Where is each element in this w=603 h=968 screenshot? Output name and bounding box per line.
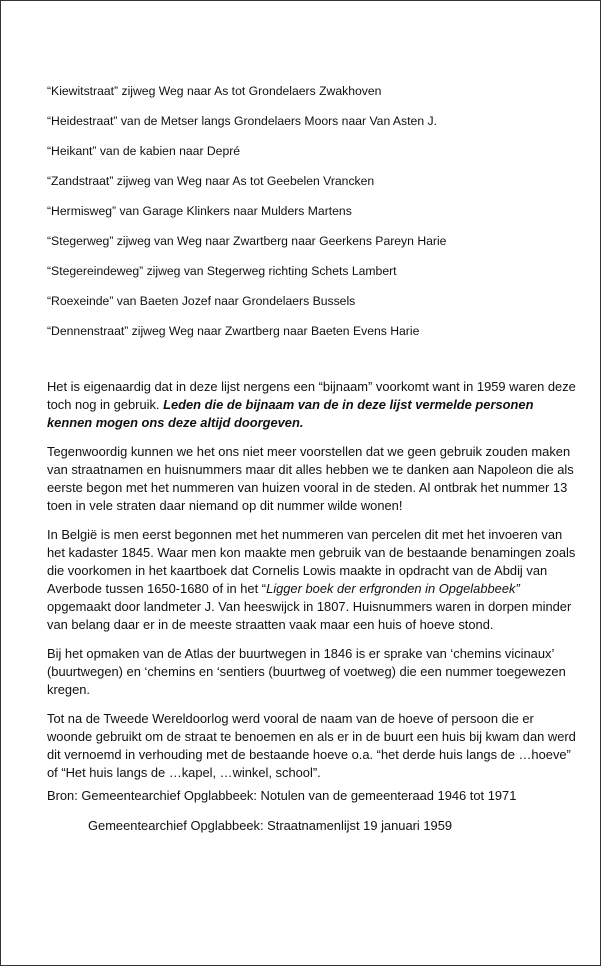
paragraph-hoeve: Tot na de Tweede Wereldoorlog werd vooral de naam van de hoeve of persoon die er woonde gebruikt om de straat te benoemen en als er in de buurt een huis bij kwam dan werd dit vernoemd in verhouding met de bestaande hoeve o.a. “het derde huis langs de …hoeve” of “Het huis langs de …kapel, …winkel, school”. bbox=[47, 711, 576, 780]
list-item: “Hermisweg” van Garage Klinkers naar Mulders Martens bbox=[47, 204, 352, 218]
list-item: “Dennenstraat” zijweg Weg naar Zwartberg naar Baeten Evens Harie bbox=[47, 324, 420, 338]
paragraph-nicknames bbox=[47, 378, 577, 432]
list-item: “Heikant” van de kabien naar Depré bbox=[47, 144, 241, 158]
paragraph-kadaster bbox=[47, 526, 577, 634]
list-item: “Heidestraat” van de Metser langs Grondelaers Moors naar Van Asten J. bbox=[47, 114, 437, 128]
street-list bbox=[47, 83, 587, 353]
paragraph-nicknames-text: Het is eigenaardig dat in deze lijst nergens een “bijnaam” voorkomt want in 1959 waren deze toch nog in gebruik. bbox=[47, 379, 576, 412]
list-item: “Stegereindeweg” zijweg van Stegerweg richting Schets Lambert bbox=[47, 264, 397, 278]
list-item: “Kiewitstraat” zijweg Weg naar As tot Grondelaers Zwakhoven bbox=[47, 84, 382, 98]
body-text bbox=[47, 378, 577, 846]
list-item: “Roexeinde” van Baeten Jozef naar Grondelaers Bussels bbox=[47, 294, 356, 308]
paragraph-kadaster-text-1: In België is men eerst begonnen met het nummeren van percelen dit met het invoeren van het kadaster 1845. Waar men kon maakte men gebruik van de bestaande benamingen zoals die voorkomen in het kaartboek dat Cornelis Lowis maakte in opdracht van de Abdij van Averbode tussen 1650-1680 of in het “ bbox=[47, 527, 576, 596]
paragraph-kadaster-title: Ligger boek der erfgronden in Opgelabbeek” bbox=[266, 581, 520, 596]
paragraph-nicknames-emphasis: Leden die de bijnaam van de in deze lijst vermelde personen kennen mogen ons deze altijd doorgeven. bbox=[47, 397, 534, 430]
paragraph-atlas: Bij het opmaken van de Atlas der buurtwegen in 1846 is er sprake van ‘chemins vicinaux’ (buurtwegen) en ‘chemins en ‘sentiers (buurtweg of voetweg) die een nummer toegewezen kregen. bbox=[47, 646, 566, 697]
paragraph-napoleon: Tegenwoordig kunnen we het ons niet meer voorstellen dat we geen gebruik zouden maken van straatnamen en huisnummers maar dit alles hebben we te danken aan Napoleon die als eerste begon met het nummeren van huizen vooral in de steden. Al ontbrak het nummer 13 toen in vele straten daar niemand op dit nummer wilde wonen! bbox=[47, 444, 574, 513]
list-item: “Stegerweg” zijweg van Weg naar Zwartberg naar Geerkens Pareyn Harie bbox=[47, 234, 447, 248]
source-line-2: Gemeentearchief Opglabbeek: Straatnamenlijst 19 januari 1959 bbox=[88, 818, 453, 833]
source-line-1: Bron: Gemeentearchief Opglabbeek: Notulen van de gemeenteraad 1946 tot 1971 bbox=[47, 788, 517, 803]
list-item: “Zandstraat” zijweg van Weg naar As tot Geebelen Vrancken bbox=[47, 174, 375, 188]
paragraph-kadaster-text-2: opgemaakt door landmeter J. Van heeswijck in 1807. Huisnummers waren in dorpen minder van belang daar er in de meeste straatten vaak maar een huis of hoeve stond. bbox=[47, 599, 572, 632]
